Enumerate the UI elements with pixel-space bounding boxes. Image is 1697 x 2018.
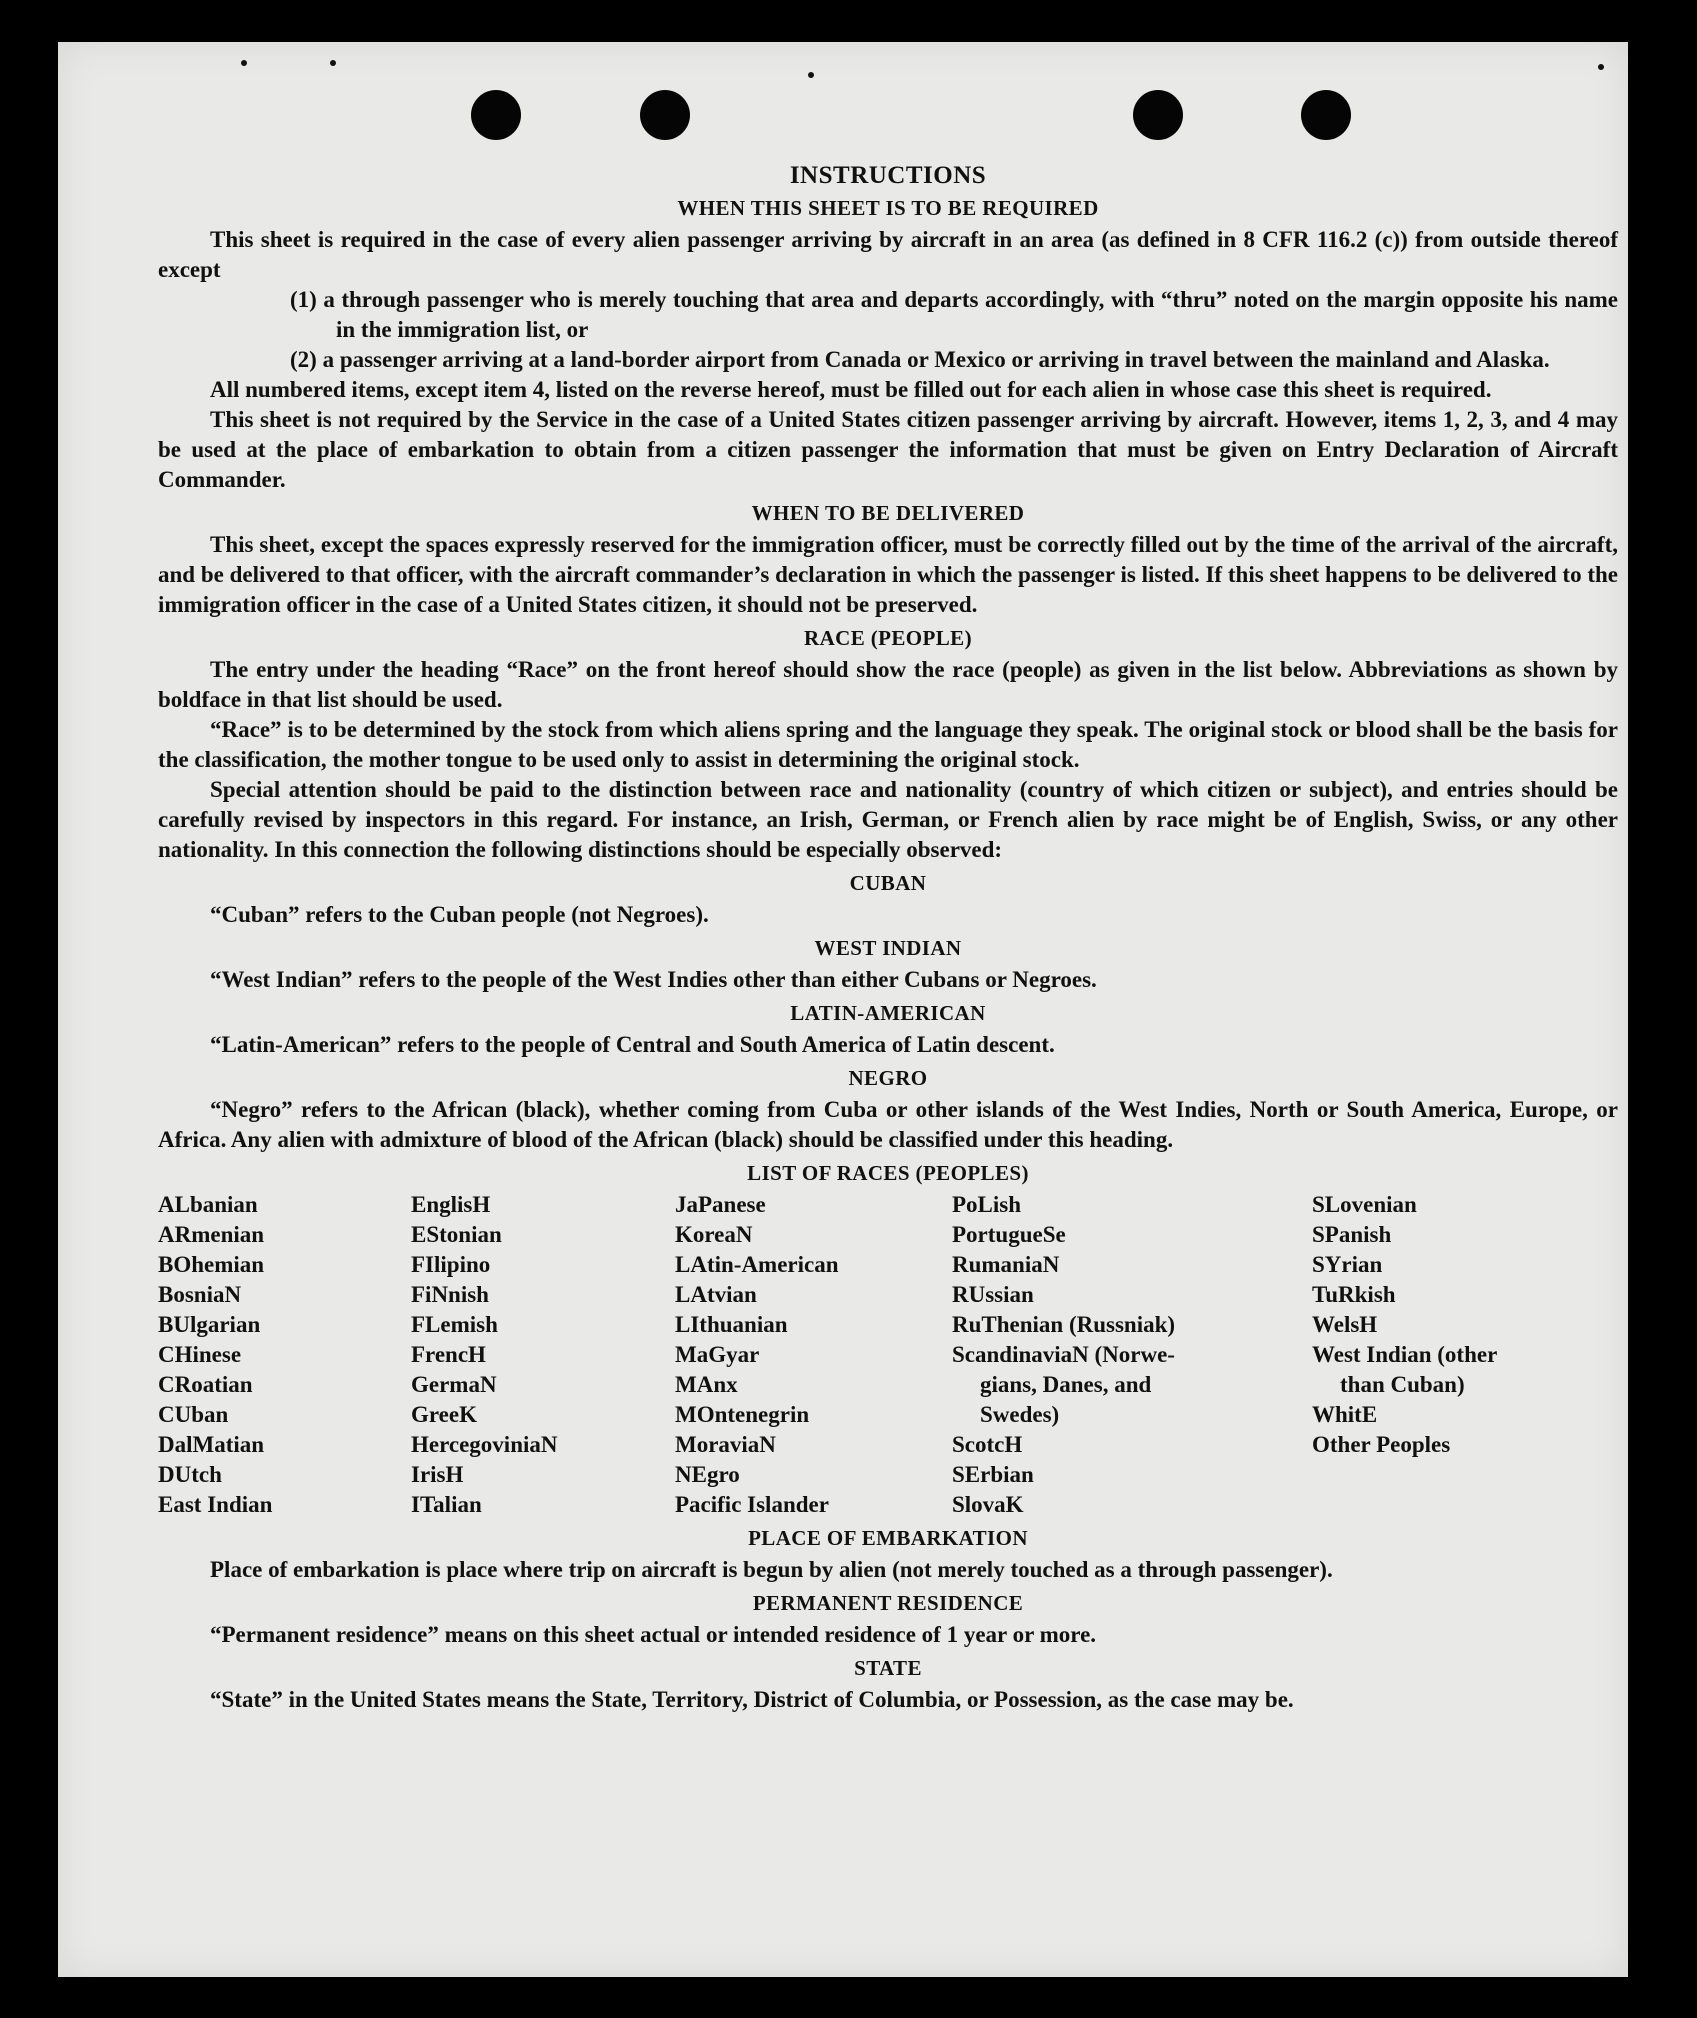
race-entry: ITalian bbox=[411, 1492, 482, 1517]
race-entry: MaGyar bbox=[675, 1342, 760, 1367]
page-title: INSTRUCTIONS bbox=[789, 162, 987, 189]
race-entry: MoraviaN bbox=[675, 1432, 776, 1457]
race-entry: MAnx bbox=[675, 1372, 738, 1397]
race-entry: FLemish bbox=[411, 1312, 498, 1337]
paragraph: “State” in the United States means the State, Territory, District of Columbia, or Possession, as the case may be. bbox=[210, 1687, 1294, 1712]
section-heading: RACE (PEOPLE) bbox=[804, 626, 972, 650]
race-entry: ScotcH bbox=[952, 1432, 1023, 1457]
race-entry: ScandinaviaN (Norwe- bbox=[952, 1342, 1175, 1367]
race-entry: Swedes) bbox=[980, 1402, 1060, 1427]
section-heading: WEST INDIAN bbox=[814, 936, 962, 960]
race-entry: CRoatian bbox=[158, 1372, 253, 1397]
race-entry: FrencH bbox=[411, 1342, 486, 1367]
race-entry: EnglisH bbox=[411, 1192, 491, 1217]
race-entry: than Cuban) bbox=[1340, 1372, 1465, 1397]
document-page bbox=[58, 42, 1628, 1977]
section-heading: LIST OF RACES (PEOPLES) bbox=[747, 1161, 1029, 1185]
race-entry: SYrian bbox=[1312, 1252, 1383, 1277]
speck bbox=[241, 60, 247, 66]
race-entry: LAtvian bbox=[675, 1282, 757, 1307]
race-entry: CHinese bbox=[158, 1342, 242, 1367]
speck bbox=[330, 60, 336, 66]
race-entry: HercegoviniaN bbox=[411, 1432, 558, 1457]
paragraph: “West Indian” refers to the people of the West Indies other than either Cubans or Negroes. bbox=[210, 967, 1097, 992]
race-entry: KoreaN bbox=[675, 1222, 753, 1247]
paragraph: This sheet is required in the case of every alien passenger arriving by aircraft in an area (as defined in 8 CFR 116.2 (c)) from outside thereof except bbox=[158, 227, 1618, 282]
race-entry: ARmenian bbox=[158, 1222, 265, 1247]
race-entry: ALbanian bbox=[158, 1192, 258, 1217]
race-entry: RuThenian (Russniak) bbox=[952, 1312, 1176, 1337]
paragraph: “Negro” refers to the African (black), whether coming from Cuba or other islands of the West Indies, North or South America, Europe, or Africa. Any alien with admixture of blood of the African (black) should be classified under this heading. bbox=[158, 1097, 1618, 1152]
race-entry: DUtch bbox=[158, 1462, 222, 1487]
races-column bbox=[411, 1190, 675, 1520]
race-entry: BosniaN bbox=[158, 1282, 242, 1307]
paragraph: “Permanent residence” means on this sheet actual or intended residence of 1 year or more. bbox=[210, 1622, 1097, 1647]
section-heading: WHEN THIS SHEET IS TO BE REQUIRED bbox=[677, 196, 1099, 220]
race-entry: WhitE bbox=[1312, 1402, 1378, 1427]
section-heading: NEGRO bbox=[848, 1066, 928, 1090]
speck bbox=[1598, 64, 1604, 70]
races-column bbox=[158, 1190, 411, 1520]
race-entry: LIthuanian bbox=[675, 1312, 788, 1337]
section-heading: LATIN-AMERICAN bbox=[790, 1001, 986, 1025]
race-entry: SLovenian bbox=[1312, 1192, 1417, 1217]
race-entry: WelsH bbox=[1312, 1312, 1378, 1337]
instructions-content bbox=[158, 117, 1618, 1715]
section-heading: CUBAN bbox=[849, 871, 927, 895]
race-entry: JaPanese bbox=[675, 1192, 766, 1217]
race-entry: DalMatian bbox=[158, 1432, 265, 1457]
section-heading: WHEN TO BE DELIVERED bbox=[751, 501, 1025, 525]
paragraph: Place of embarkation is place where trip on aircraft is begun by alien (not merely touched as a through passenger). bbox=[210, 1557, 1333, 1582]
race-entry: FIlipino bbox=[411, 1252, 491, 1277]
race-entry: PortugueSe bbox=[952, 1222, 1066, 1247]
race-entry: RumaniaN bbox=[952, 1252, 1060, 1277]
race-entry: West Indian (other bbox=[1312, 1342, 1498, 1367]
race-entry: East Indian bbox=[158, 1492, 273, 1517]
section-heading: STATE bbox=[854, 1656, 922, 1680]
race-entry: GreeK bbox=[411, 1402, 477, 1427]
paragraph: The entry under the heading “Race” on the front hereof should show the race (people) as given in the list below. Abbreviations as shown by boldface in that list should be used. bbox=[158, 657, 1618, 712]
paragraph: This sheet, except the spaces expressly reserved for the immigration officer, must be correctly filled out by the time of the arrival of the aircraft, and be delivered to that officer, with the aircraft commander’s declaration in which the passenger is listed. If this sheet happens to be delivered to the immigration officer in the case of a United States citizen, it should not be preserved. bbox=[158, 532, 1618, 617]
race-entry: TuRkish bbox=[1312, 1282, 1396, 1307]
paragraph: This sheet is not required by the Service in the case of a United States citizen passenger arriving by aircraft. However, items 1, 2, 3, and 4 may be used at the place of embarkation to obtain from a citizen passenger the information that must be given on Entry Declaration of Aircraft Commander. bbox=[158, 407, 1618, 492]
races-column bbox=[1312, 1190, 1612, 1520]
race-entry: SlovaK bbox=[952, 1492, 1024, 1517]
race-entry: FiNnish bbox=[411, 1282, 489, 1307]
race-entry: Other Peoples bbox=[1312, 1432, 1451, 1457]
races-column bbox=[952, 1190, 1312, 1520]
race-entry: SPanish bbox=[1312, 1222, 1392, 1247]
races-column bbox=[675, 1190, 952, 1520]
section-heading: PLACE OF EMBARKATION bbox=[748, 1526, 1028, 1550]
race-entry: LAtin-American bbox=[675, 1252, 839, 1277]
paragraph: “Latin-American” refers to the people of Central and South America of Latin descent. bbox=[210, 1032, 1055, 1057]
list-item: (1) a through passenger who is merely touching that area and departs accordingly, with “thru” noted on the margin opposite his name in the immigration list, or bbox=[290, 287, 1618, 342]
section-heading: PERMANENT RESIDENCE bbox=[752, 1591, 1024, 1615]
race-entry: RUssian bbox=[952, 1282, 1034, 1307]
race-entry: gians, Danes, and bbox=[980, 1372, 1152, 1397]
race-entry: SErbian bbox=[952, 1462, 1034, 1487]
race-entry: MOntenegrin bbox=[675, 1402, 810, 1427]
paragraph: “Race” is to be determined by the stock from which aliens spring and the language they speak. The original stock or blood shall be the basis for the classification, the mother tongue to be used only to assist in determining the original stock. bbox=[158, 717, 1618, 772]
race-entry: BUlgarian bbox=[158, 1312, 261, 1337]
race-entry: EStonian bbox=[411, 1222, 502, 1247]
paragraph: “Cuban” refers to the Cuban people (not Negroes). bbox=[210, 902, 709, 927]
race-entry: NEgro bbox=[675, 1462, 740, 1487]
paragraph: Special attention should be paid to the distinction between race and nationality (country of which citizen or subject), and entries should be carefully revised by inspectors in this regard. For instance, an Irish, German, or French alien by race might be of English, Swiss, or any other nationality. In this connection the following distinctions should be especially observed: bbox=[158, 777, 1618, 862]
speck bbox=[808, 72, 814, 78]
race-entry: GermaN bbox=[411, 1372, 497, 1397]
paragraph: All numbered items, except item 4, listed on the reverse hereof, must be filled out for each alien in whose case this sheet is required. bbox=[210, 377, 1492, 402]
race-entry: Pacific Islander bbox=[675, 1492, 829, 1517]
race-entry: BOhemian bbox=[158, 1252, 265, 1277]
list-item: (2) a passenger arriving at a land-border airport from Canada or Mexico or arriving in travel between the mainland and Alaska. bbox=[290, 347, 1550, 372]
race-entry: IrisH bbox=[411, 1462, 464, 1487]
race-entry: PoLish bbox=[952, 1192, 1022, 1217]
races-list bbox=[158, 1190, 1618, 1520]
race-entry: CUban bbox=[158, 1402, 229, 1427]
